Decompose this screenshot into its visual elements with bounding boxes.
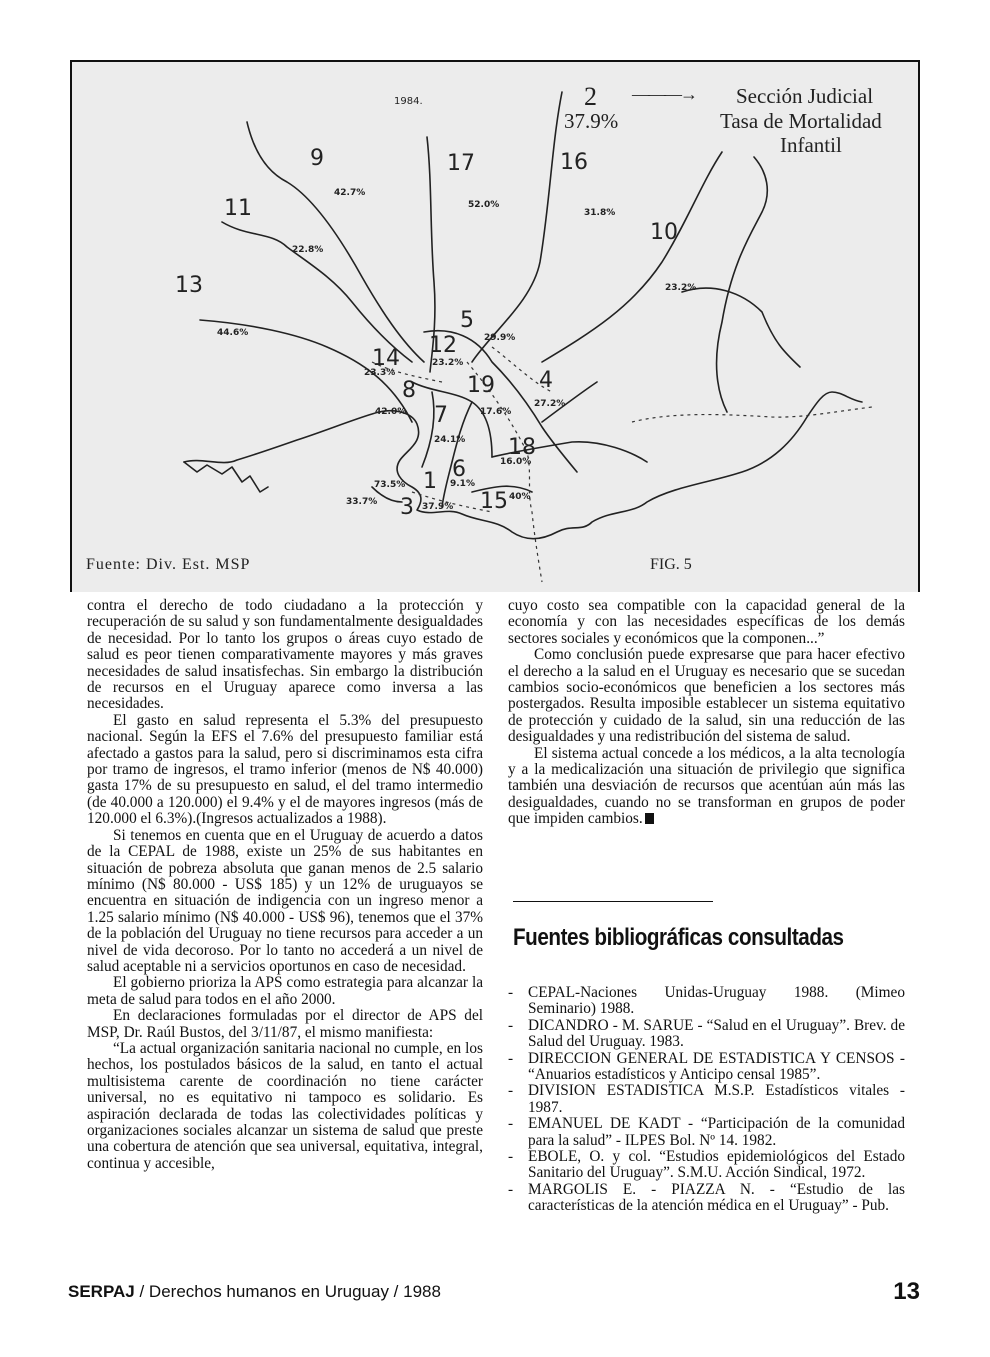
boundary <box>682 288 800 367</box>
section-rate: 52.0% <box>468 200 500 210</box>
section-rate: 73.5% <box>374 480 406 490</box>
dotted-boundary <box>632 407 872 422</box>
right-column <box>508 598 905 828</box>
section-rate: 22.8% <box>292 245 324 255</box>
section-rate: 37.9% <box>422 502 454 512</box>
list-item: - DIRECCION GENERAL DE ESTADISTICA Y CENSOS - “Anuarios estadísticos y Anticipo censal 1985”. <box>508 1049 905 1084</box>
section-rate: 23.2% <box>665 283 697 293</box>
coastline-west <box>184 462 268 492</box>
section-rate: 40% <box>509 492 531 502</box>
paragraph: El gasto en salud representa el 5.3% del presupuesto nacional. Según la EFS el 7.6% del presupuesto familiar está afectado a gastos para la salud, pero si discriminamos esta cifra por tramo de ingresos, el tramo inferior (menos de N$ 40.000) gasta 17% de su presupuesto en salud, el del tramo intermedio (de 40.000 a 120.000) el 9.4% y el de mayores ingresos (más de 120.000 el 6.3%).(Ingresos actualizados a 1988). <box>87 711 483 828</box>
section-rate: 42.7% <box>334 188 366 198</box>
bibliography-heading: Fuentes bibliográficas consultadas <box>513 924 844 951</box>
paragraph: En declaraciones formuladas por el director de APS del MSP, Dr. Raúl Bustos, del 3/11/87, el mismo manifiesta: <box>87 1007 483 1041</box>
footer-text <box>68 1282 441 1302</box>
section-number: 3 <box>400 495 414 520</box>
footer-publication: / Derechos humanos en Uruguay / 1988 <box>134 1282 441 1301</box>
year-label: 1984. <box>394 96 423 107</box>
paragraph: El gobierno prioriza la APS como estrategia para alcanzar la meta de salud para todos en el año 2000. <box>87 974 483 1008</box>
section-number: 14 <box>372 346 400 371</box>
section-number: 4 <box>539 368 553 393</box>
paragraph: Si tenemos en cuenta que en el Uruguay de acuerdo a datos de la CEPAL de 1988, existe un 25% de sus habitantes en situación de pobreza absoluta que ganan menos de 2.5 salario mínimo (N$ 80.000 - US$ 185) y un 12% de uruguayos se encuentra en situación de indigencia con un ingreso menor a 1.25 salario mínimo (N$ 40.000 - US$ 96), tenemos que el 37% de la población del Uruguay no tiene recursos para acceder a un nivel de vida decoroso. Por lo tanto no accederá a un nivel de salud aceptable ni a servicios oportunos en caso de necesidad. <box>87 826 483 975</box>
figure-source: Fuente: Div. Est. MSP <box>86 556 251 573</box>
section-number: 11 <box>224 196 252 221</box>
section-rate: 31.8% <box>584 208 616 218</box>
bibliography-list <box>508 985 905 1215</box>
section-number: 13 <box>175 273 203 298</box>
section-rate: 44.6% <box>217 328 249 338</box>
section-number: 5 <box>460 308 474 333</box>
section-rate: 9.1% <box>450 479 475 489</box>
paragraph-text: El sistema actual concede a los médicos, a la alta tecnología y a la medicalización una situación de privilegio que significa también una desviación de recursos que acentúan aún más las desigualdades, cuando no se transforman en grupos de poder que impiden cambios. <box>508 744 905 828</box>
section-rate: 27.2% <box>534 399 566 409</box>
legend-title-line3: Infantil <box>780 133 842 157</box>
section-number: 8 <box>402 378 416 403</box>
figure-label: FIG. 5 <box>650 556 692 573</box>
list-item: - DICANDRO - M. SARUE - “Salud en el Uruguay”. Brev. de Salud del Uruguay. 1983. <box>508 1016 905 1051</box>
section-rate: 23.3% <box>364 368 396 378</box>
legend-sample-rate: 37.9% <box>564 109 619 133</box>
section-rate: 16.0% <box>500 457 532 467</box>
paragraph <box>508 746 905 828</box>
list-item: - EBOLE, O. y col. “Estudios epidemiológicos del Estado Sanitario del Uruguay”. S.M.U. Acción Sindical, 1972. <box>508 1148 905 1182</box>
paragraph: cuyo costo sea compatible con la capacidad general de la economía y con las necesidades específicas de los demás sectores sociales y económicos que la componen...” <box>508 597 905 647</box>
quote-paragraph: “La actual organización sanitaria nacional no cumple, en los hechos, los postulados básicos de la salud, en tanto el actual multisistema carente de coordinación no tiene carácter universal, no es equitativo ni tampoco es solidario. Es aspiración declarada de todas las colectividades políticas y organizaciones sociales alcanzar un sistema de salud que preste una cobertura de atención que sea universal, equitativa, integral, continua y accesible, <box>87 1039 483 1172</box>
list-item: - EMANUEL DE KADT - “Participación de la comunidad para la salud” - ILPES Bol. Nº 14. 1982. <box>508 1115 905 1149</box>
section-number: 15 <box>480 489 508 514</box>
section-number: 16 <box>560 150 588 175</box>
boundary <box>422 392 434 467</box>
legend-title-line2: Tasa de Mortalidad <box>720 109 882 133</box>
section-rate: 33.7% <box>346 497 378 507</box>
page-number: 13 <box>893 1278 920 1305</box>
end-of-article-mark <box>645 813 654 824</box>
left-column <box>87 598 483 1172</box>
section-number: 19 <box>467 373 495 398</box>
figure-map <box>70 60 920 592</box>
legend-arrow: ———→ <box>632 84 696 104</box>
section-rate: 17.6% <box>480 407 512 417</box>
section-number: 10 <box>650 220 678 245</box>
section-number: 17 <box>447 151 475 176</box>
section-rate: 24.1% <box>434 435 466 445</box>
list-item: - CEPAL-Naciones Unidas-Uruguay 1988. (Mimeo Seminario) 1988. <box>508 984 905 1018</box>
boundary <box>472 92 562 362</box>
paragraph: contra el derecho de todo ciudadano a la protección y recuperación de su salud y son fundamentalmente desigualdades de necesidad. Por lo tanto los grupos o áreas cuyo estado de salud es peor tienen comparativamente mayores y más graves necesidades de salud insatisfechas. Sin embargo la distribución de recursos en el Uruguay aparece como inversa a las necesidades. <box>87 597 483 713</box>
section-number: 6 <box>452 457 466 482</box>
boundary <box>222 222 412 362</box>
section-number: 1 <box>423 469 437 494</box>
footer-brand: SERPAJ <box>68 1282 135 1301</box>
section-rate: 23.2% <box>432 358 464 368</box>
section-divider <box>513 901 713 902</box>
section-rate: 42.0% <box>375 407 407 417</box>
legend-sample-number: 2 <box>584 82 597 111</box>
page-footer <box>68 1278 920 1318</box>
boundary <box>717 157 768 412</box>
paragraph: Como conclusión puede expresarse que para hacer efectivo el derecho a la salud en el Uruguay es necesario que se sucedan cambios socio-económicos que beneficien a los sectores más postergados. Resulta imposible establecer un sistema equitativo de protección y cuidado de la salud, sin una reducción de las desigualdades y una redistribución del sistema de salud. <box>508 646 905 746</box>
list-item: - DIVISION ESTADISTICA M.S.P. Estadísticos vitales - 1987. <box>508 1082 905 1116</box>
legend-title-line1: Sección Judicial <box>736 84 874 108</box>
boundary <box>247 122 424 362</box>
section-number: 7 <box>434 403 448 428</box>
section-number: 18 <box>508 435 536 460</box>
section-number: 9 <box>310 146 324 171</box>
boundary <box>542 152 722 362</box>
section-rate: 29.9% <box>484 333 516 343</box>
list-item: - MARGOLIS E. - PIAZZA N. - “Estudio de las características de la atención médica en el Uruguay” - Pub. <box>508 1180 905 1215</box>
section-number: 12 <box>429 333 457 358</box>
